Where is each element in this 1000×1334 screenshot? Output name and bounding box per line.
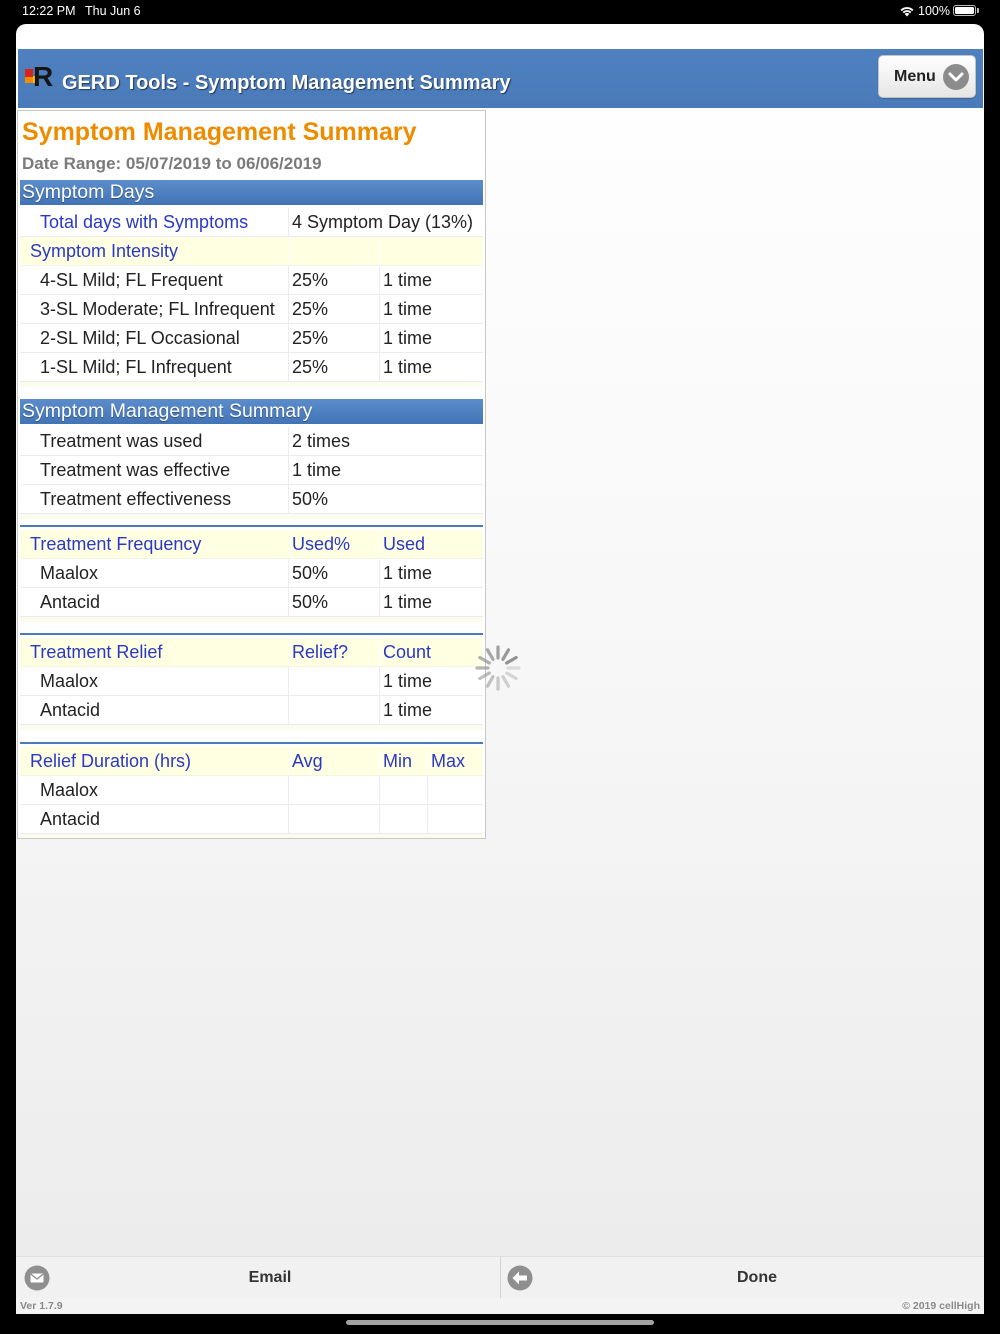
table-row (20, 485, 483, 514)
section-divider (20, 525, 483, 527)
app-logo-icon (24, 61, 58, 91)
spinner-spoke (480, 658, 490, 664)
spinner-spoke (480, 673, 490, 679)
app-window (16, 24, 984, 1314)
spinner-spoke (507, 658, 517, 664)
copyright-label: © 2019 cellHigh (902, 1300, 980, 1312)
wifi-arc-mid (903, 10, 912, 13)
table-row (20, 805, 483, 834)
symptom-days-table (20, 208, 483, 387)
section-header-management: Symptom Management Summary (20, 399, 483, 424)
treatment-name: Maalox (20, 667, 289, 695)
app-header (18, 49, 983, 108)
status-date: Thu Jun 6 (85, 4, 141, 18)
intensity-label: 3-SL Moderate; FL Infrequent (20, 295, 289, 323)
total-days-label: Total days with Symptoms (20, 208, 289, 236)
intensity-label: 1-SL Mild; FL Infrequent (20, 353, 289, 381)
envelope-icon (24, 1265, 50, 1291)
page-title: GERD Tools - Symptom Management Summary (62, 72, 511, 94)
column-header: Relief Duration (hrs) (20, 747, 289, 775)
spinner-spoke (488, 650, 494, 660)
intensity-percent: 25% (289, 324, 380, 352)
relief-count: 1 time (383, 671, 433, 691)
used-percent: 50% (289, 588, 380, 616)
intensity-label: 2-SL Mild; FL Occasional (20, 324, 289, 352)
battery-icon (953, 5, 976, 16)
bottom-toolbar (16, 1256, 984, 1298)
table-row (20, 353, 483, 382)
management-label: Treatment was effective (20, 456, 289, 484)
treatment-name: Antacid (20, 805, 289, 833)
logo-red-square (25, 69, 33, 77)
duration-min (380, 776, 428, 804)
intensity-count: 1 time (383, 299, 433, 319)
home-indicator[interactable] (346, 1320, 654, 1325)
column-header: Avg (289, 747, 380, 775)
logo-letter: R (33, 61, 54, 91)
used-count: 1 time (383, 563, 433, 583)
used-percent: 50% (289, 559, 380, 587)
treatment-frequency-table (20, 530, 483, 622)
duration-avg (289, 805, 380, 833)
management-label: Treatment was used (20, 427, 289, 455)
management-value: 50% (292, 489, 329, 509)
status-time: 12:22 PM (22, 4, 76, 18)
treatment-name: Maalox (20, 559, 289, 587)
email-button[interactable] (16, 1257, 500, 1298)
relief-value (289, 696, 380, 724)
chevron-down-icon (942, 63, 970, 91)
version-label: Ver 1.7.9 (20, 1300, 63, 1312)
footer (16, 1298, 984, 1314)
relief-value (289, 667, 380, 695)
battery-fill (955, 7, 974, 14)
email-button-label: Email (248, 1269, 292, 1286)
section-divider (20, 742, 483, 744)
loading-spinner-icon (474, 644, 522, 692)
duration-avg (289, 776, 380, 804)
report-title: Symptom Management Summary (22, 118, 417, 146)
relief-count: 1 time (383, 700, 433, 720)
management-table (20, 427, 483, 519)
date-range: Date Range: 05/07/2019 to 06/06/2019 (22, 154, 322, 173)
battery-percent: 100% (918, 4, 950, 18)
table-row (20, 324, 483, 353)
duration-min (380, 805, 428, 833)
column-header: Used% (289, 530, 380, 558)
chevron-circle (943, 64, 969, 90)
intensity-percent: 25% (289, 353, 380, 381)
management-value: 1 time (292, 460, 342, 480)
menu-button-label: Menu (894, 68, 936, 85)
column-header: Relief? (289, 638, 380, 666)
relief-duration-table (20, 747, 483, 838)
table-row (20, 588, 483, 617)
intensity-heading: Symptom Intensity (20, 237, 289, 265)
logo-orange-square (25, 77, 33, 83)
treatment-relief-table (20, 638, 483, 730)
table-cell-empty (289, 237, 380, 265)
treatment-name: Antacid (20, 696, 289, 724)
report-panel (17, 110, 486, 839)
table-row (20, 427, 483, 456)
total-days-row (20, 208, 483, 237)
column-header: Max (431, 751, 466, 771)
table-spacer (20, 514, 483, 519)
management-value: 2 times (292, 431, 351, 451)
table-row (20, 456, 483, 485)
intensity-percent: 25% (289, 266, 380, 294)
wifi-dot (905, 13, 910, 17)
treatment-name: Maalox (20, 776, 289, 804)
table-header-row (20, 638, 483, 667)
table-cell-empty (380, 237, 483, 265)
management-label: Treatment effectiveness (20, 485, 289, 513)
intensity-count: 1 time (383, 328, 433, 348)
column-header: Count (383, 642, 432, 662)
table-spacer (20, 382, 483, 387)
total-days-value: 4 Symptom Day (13%) (292, 212, 474, 232)
spinner-spoke (503, 677, 509, 687)
done-button[interactable] (501, 1257, 984, 1298)
duration-max (428, 776, 483, 804)
table-row (20, 266, 483, 295)
intensity-count: 1 time (383, 357, 433, 377)
table-spacer (20, 725, 483, 730)
wifi-icon (899, 5, 915, 17)
spinner-spoke (507, 673, 517, 679)
table-spacer (20, 834, 483, 838)
column-header: Treatment Relief (20, 638, 289, 666)
duration-max (428, 805, 483, 833)
table-row (20, 559, 483, 588)
intensity-label: 4-SL Mild; FL Frequent (20, 266, 289, 294)
table-row (20, 696, 483, 725)
back-arrow-icon (507, 1265, 533, 1291)
table-row (20, 776, 483, 805)
table-header-row (20, 747, 483, 776)
section-header-symptom-days: Symptom Days (20, 180, 483, 205)
battery-nub (977, 8, 979, 13)
treatment-name: Antacid (20, 588, 289, 616)
table-row (20, 295, 483, 324)
intensity-percent: 25% (289, 295, 380, 323)
table-spacer (20, 617, 483, 622)
spinner-spoke (488, 677, 494, 687)
table-header-row (20, 530, 483, 559)
intensity-heading-row (20, 237, 483, 266)
spinner-spoke (503, 650, 509, 660)
column-header: Treatment Frequency (20, 530, 289, 558)
menu-button[interactable] (878, 55, 976, 98)
used-count: 1 time (383, 592, 433, 612)
section-divider (20, 633, 483, 635)
column-header: Used (383, 534, 426, 554)
intensity-count: 1 time (383, 270, 433, 290)
done-button-label: Done (737, 1269, 777, 1286)
status-bar (0, 0, 1000, 24)
column-header: Min (380, 747, 428, 775)
table-row (20, 667, 483, 696)
